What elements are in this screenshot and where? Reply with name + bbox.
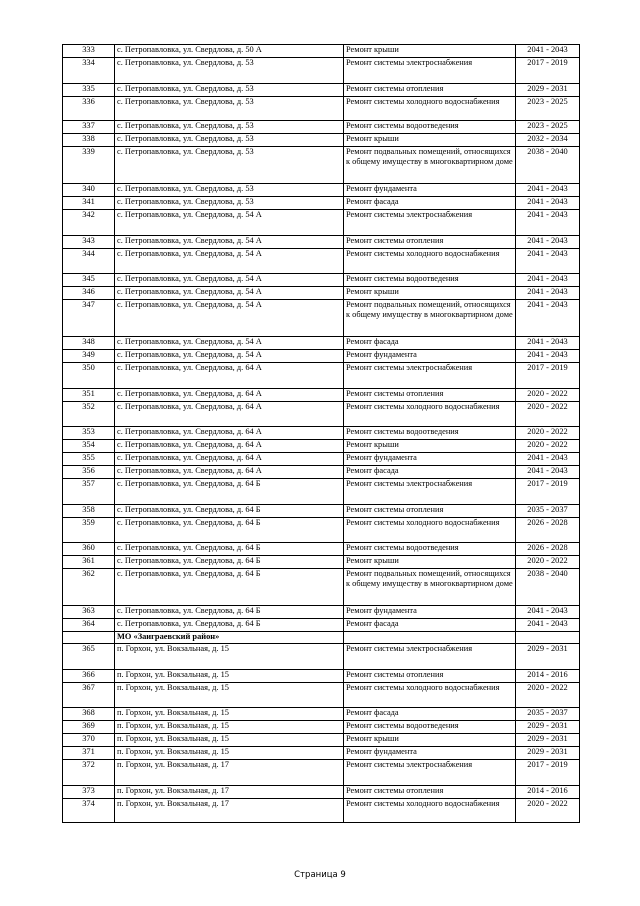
address-cell: с. Петропавловка, ул. Свердлова, д. 54 А [115, 287, 344, 300]
district-row [63, 632, 580, 644]
work-type-cell: Ремонт системы водоотведения [344, 543, 516, 556]
address-cell: с. Петропавловка, ул. Свердлова, д. 64 А [115, 402, 344, 427]
address-cell: с. Петропавловка, ул. Свердлова, д. 64 А [115, 427, 344, 440]
table-row [63, 337, 580, 350]
row-number: 346 [63, 287, 115, 300]
address-cell: п. Горхон, ул. Вокзальная, д. 17 [115, 786, 344, 799]
table-row [63, 786, 580, 799]
period-cell: 2023 - 2025 [516, 121, 580, 134]
period-cell: 2041 - 2043 [516, 210, 580, 236]
work-type-cell: Ремонт системы электроснабжения [344, 644, 516, 670]
work-type-cell: Ремонт системы электроснабжения [344, 363, 516, 389]
address-cell: с. Петропавловка, ул. Свердлова, д. 64 А [115, 389, 344, 402]
work-type-cell: Ремонт фасада [344, 197, 516, 210]
table-row [63, 721, 580, 734]
address-cell: с. Петропавловка, ул. Свердлова, д. 54 А [115, 274, 344, 287]
table-row [63, 440, 580, 453]
table-row [63, 670, 580, 683]
row-number: 370 [63, 734, 115, 747]
row-number: 340 [63, 184, 115, 197]
address-cell: с. Петропавловка, ул. Свердлова, д. 64 Б [115, 518, 344, 543]
work-type-cell: Ремонт фасада [344, 619, 516, 632]
address-cell: п. Горхон, ул. Вокзальная, д. 15 [115, 708, 344, 721]
work-type-cell: Ремонт системы водоотведения [344, 274, 516, 287]
address-cell: с. Петропавловка, ул. Свердлова, д. 64 Б [115, 505, 344, 518]
period-cell: 2029 - 2031 [516, 84, 580, 97]
table-row [63, 747, 580, 760]
work-type-cell: Ремонт фундамента [344, 350, 516, 363]
work-type-cell: Ремонт фасада [344, 337, 516, 350]
work-type-cell: Ремонт системы водоотведения [344, 721, 516, 734]
period-cell: 2029 - 2031 [516, 734, 580, 747]
address-cell: с. Петропавловка, ул. Свердлова, д. 64 Б [115, 479, 344, 505]
period-cell: 2014 - 2016 [516, 786, 580, 799]
period-cell: 2041 - 2043 [516, 45, 580, 58]
address-cell: с. Петропавловка, ул. Свердлова, д. 64 А [115, 363, 344, 389]
row-number: 334 [63, 58, 115, 84]
period-cell: 2020 - 2022 [516, 799, 580, 823]
period-cell: 2041 - 2043 [516, 466, 580, 479]
work-type-cell: Ремонт крыши [344, 45, 516, 58]
row-number: 352 [63, 402, 115, 427]
table-row [63, 734, 580, 747]
period-cell: 2041 - 2043 [516, 184, 580, 197]
work-type-cell: Ремонт системы отопления [344, 84, 516, 97]
table-row [63, 350, 580, 363]
period-cell: 2020 - 2022 [516, 402, 580, 427]
address-cell: с. Петропавловка, ул. Свердлова, д. 53 [115, 97, 344, 121]
district-name: МО «Заиграевский район» [115, 632, 344, 644]
row-number: 374 [63, 799, 115, 823]
period-cell: 2020 - 2022 [516, 440, 580, 453]
district-period-cell [516, 632, 580, 644]
address-cell: п. Горхон, ул. Вокзальная, д. 15 [115, 734, 344, 747]
address-cell: п. Горхон, ул. Вокзальная, д. 15 [115, 683, 344, 708]
work-type-cell: Ремонт фундамента [344, 184, 516, 197]
period-cell: 2029 - 2031 [516, 747, 580, 760]
address-cell: с. Петропавловка, ул. Свердлова, д. 64 Б [115, 543, 344, 556]
period-cell: 2029 - 2031 [516, 644, 580, 670]
table-row [63, 210, 580, 236]
row-number: 364 [63, 619, 115, 632]
address-cell: с. Петропавловка, ул. Свердлова, д. 54 А [115, 210, 344, 236]
work-type-cell: Ремонт фундамента [344, 606, 516, 619]
row-number: 339 [63, 147, 115, 184]
row-number: 345 [63, 274, 115, 287]
period-cell: 2041 - 2043 [516, 337, 580, 350]
district-work-cell [344, 632, 516, 644]
table-row [63, 427, 580, 440]
work-type-cell: Ремонт системы отопления [344, 786, 516, 799]
period-cell: 2032 - 2034 [516, 134, 580, 147]
period-cell: 2041 - 2043 [516, 300, 580, 337]
period-cell: 2020 - 2022 [516, 556, 580, 569]
address-cell: с. Петропавловка, ул. Свердлова, д. 53 [115, 121, 344, 134]
work-type-cell: Ремонт системы водоотведения [344, 121, 516, 134]
row-number: 356 [63, 466, 115, 479]
period-cell: 2020 - 2022 [516, 389, 580, 402]
row-number: 362 [63, 569, 115, 606]
table-row [63, 84, 580, 97]
table-row [63, 569, 580, 606]
work-type-cell: Ремонт системы отопления [344, 670, 516, 683]
table-row [63, 453, 580, 466]
row-number: 373 [63, 786, 115, 799]
period-cell: 2020 - 2022 [516, 683, 580, 708]
row-number: 343 [63, 236, 115, 249]
table-row [63, 363, 580, 389]
period-cell: 2041 - 2043 [516, 350, 580, 363]
row-number: 361 [63, 556, 115, 569]
table-row [63, 543, 580, 556]
row-number: 363 [63, 606, 115, 619]
period-cell: 2029 - 2031 [516, 721, 580, 734]
row-number: 372 [63, 760, 115, 786]
period-cell: 2041 - 2043 [516, 274, 580, 287]
row-number: 367 [63, 683, 115, 708]
row-number: 358 [63, 505, 115, 518]
work-type-cell: Ремонт фундамента [344, 453, 516, 466]
row-number: 359 [63, 518, 115, 543]
address-cell: с. Петропавловка, ул. Свердлова, д. 64 А [115, 466, 344, 479]
address-cell: п. Горхон, ул. Вокзальная, д. 17 [115, 760, 344, 786]
work-type-cell: Ремонт системы холодного водоснабжения [344, 97, 516, 121]
work-type-cell: Ремонт системы холодного водоснабжения [344, 683, 516, 708]
period-cell: 2017 - 2019 [516, 479, 580, 505]
address-cell: с. Петропавловка, ул. Свердлова, д. 53 [115, 84, 344, 97]
table-row [63, 300, 580, 337]
row-number: 338 [63, 134, 115, 147]
period-cell: 2041 - 2043 [516, 236, 580, 249]
row-number: 371 [63, 747, 115, 760]
work-type-cell: Ремонт подвальных помещений, относящихся к общему имуществу в многоквартирном доме [344, 147, 516, 184]
row-number: 344 [63, 249, 115, 274]
work-type-cell: Ремонт системы электроснабжения [344, 479, 516, 505]
table-row [63, 606, 580, 619]
row-number: 365 [63, 644, 115, 670]
table-row [63, 644, 580, 670]
row-number: 368 [63, 708, 115, 721]
period-cell: 2023 - 2025 [516, 97, 580, 121]
work-type-cell: Ремонт системы электроснабжения [344, 58, 516, 84]
row-number: 354 [63, 440, 115, 453]
table-row [63, 147, 580, 184]
table-row [63, 134, 580, 147]
row-number: 349 [63, 350, 115, 363]
table-row [63, 58, 580, 84]
address-cell: п. Горхон, ул. Вокзальная, д. 15 [115, 670, 344, 683]
table-row [63, 389, 580, 402]
table-row [63, 197, 580, 210]
work-type-cell: Ремонт крыши [344, 287, 516, 300]
table-row [63, 274, 580, 287]
period-cell: 2038 - 2040 [516, 569, 580, 606]
period-cell: 2041 - 2043 [516, 606, 580, 619]
period-cell: 2026 - 2028 [516, 543, 580, 556]
address-cell: с. Петропавловка, ул. Свердлова, д. 54 А [115, 337, 344, 350]
address-cell: с. Петропавловка, ул. Свердлова, д. 64 А [115, 453, 344, 466]
work-type-cell: Ремонт системы холодного водоснабжения [344, 799, 516, 823]
work-type-cell: Ремонт системы отопления [344, 236, 516, 249]
period-cell: 2014 - 2016 [516, 670, 580, 683]
address-cell: п. Горхон, ул. Вокзальная, д. 15 [115, 721, 344, 734]
table-row [63, 236, 580, 249]
period-cell: 2041 - 2043 [516, 287, 580, 300]
work-type-cell: Ремонт системы отопления [344, 505, 516, 518]
row-number: 342 [63, 210, 115, 236]
work-type-cell: Ремонт подвальных помещений, относящихся к общему имуществу в многоквартирном доме [344, 300, 516, 337]
work-type-cell: Ремонт системы электроснабжения [344, 210, 516, 236]
address-cell: с. Петропавловка, ул. Свердлова, д. 50 А [115, 45, 344, 58]
work-type-cell: Ремонт крыши [344, 556, 516, 569]
period-cell: 2041 - 2043 [516, 453, 580, 466]
work-type-cell: Ремонт системы холодного водоснабжения [344, 518, 516, 543]
row-number: 357 [63, 479, 115, 505]
table-row [63, 402, 580, 427]
period-cell: 2026 - 2028 [516, 518, 580, 543]
table-row [63, 121, 580, 134]
period-cell: 2035 - 2037 [516, 505, 580, 518]
period-cell: 2041 - 2043 [516, 249, 580, 274]
address-cell: п. Горхон, ул. Вокзальная, д. 17 [115, 799, 344, 823]
address-cell: с. Петропавловка, ул. Свердлова, д. 53 [115, 147, 344, 184]
table-row [63, 619, 580, 632]
table-row [63, 97, 580, 121]
address-cell: п. Горхон, ул. Вокзальная, д. 15 [115, 644, 344, 670]
row-number: 366 [63, 670, 115, 683]
table-row [63, 466, 580, 479]
row-number: 369 [63, 721, 115, 734]
address-cell: с. Петропавловка, ул. Свердлова, д. 54 А [115, 249, 344, 274]
works-table [62, 44, 580, 823]
row-number: 351 [63, 389, 115, 402]
row-number: 336 [63, 97, 115, 121]
row-number: 335 [63, 84, 115, 97]
work-type-cell: Ремонт фасада [344, 708, 516, 721]
table-row [63, 249, 580, 274]
row-number: 348 [63, 337, 115, 350]
period-cell: 2038 - 2040 [516, 147, 580, 184]
row-number: 341 [63, 197, 115, 210]
address-cell: с. Петропавловка, ул. Свердлова, д. 64 Б [115, 569, 344, 606]
work-type-cell: Ремонт крыши [344, 440, 516, 453]
address-cell: с. Петропавловка, ул. Свердлова, д. 64 Б [115, 619, 344, 632]
row-number: 350 [63, 363, 115, 389]
table-row [63, 479, 580, 505]
work-type-cell: Ремонт системы отопления [344, 389, 516, 402]
address-cell: с. Петропавловка, ул. Свердлова, д. 53 [115, 184, 344, 197]
work-type-cell: Ремонт системы холодного водоснабжения [344, 249, 516, 274]
table-row [63, 45, 580, 58]
row-number: 337 [63, 121, 115, 134]
table-row [63, 505, 580, 518]
address-cell: с. Петропавловка, ул. Свердлова, д. 64 Б [115, 556, 344, 569]
address-cell: с. Петропавловка, ул. Свердлова, д. 54 А [115, 300, 344, 337]
period-cell: 2017 - 2019 [516, 58, 580, 84]
address-cell: с. Петропавловка, ул. Свердлова, д. 53 [115, 197, 344, 210]
period-cell: 2041 - 2043 [516, 197, 580, 210]
table-row [63, 708, 580, 721]
row-number: 333 [63, 45, 115, 58]
address-cell: с. Петропавловка, ул. Свердлова, д. 54 А [115, 350, 344, 363]
period-cell: 2017 - 2019 [516, 760, 580, 786]
work-type-cell: Ремонт системы водоотведения [344, 427, 516, 440]
table-row [63, 799, 580, 823]
table-row [63, 287, 580, 300]
address-cell: п. Горхон, ул. Вокзальная, д. 15 [115, 747, 344, 760]
work-type-cell: Ремонт крыши [344, 134, 516, 147]
period-cell: 2017 - 2019 [516, 363, 580, 389]
address-cell: с. Петропавловка, ул. Свердлова, д. 54 А [115, 236, 344, 249]
work-type-cell: Ремонт фундамента [344, 747, 516, 760]
work-type-cell: Ремонт системы электроснабжения [344, 760, 516, 786]
period-cell: 2041 - 2043 [516, 619, 580, 632]
address-cell: с. Петропавловка, ул. Свердлова, д. 64 А [115, 440, 344, 453]
row-number: 347 [63, 300, 115, 337]
address-cell: с. Петропавловка, ул. Свердлова, д. 53 [115, 134, 344, 147]
table-row [63, 518, 580, 543]
row-number: 353 [63, 427, 115, 440]
page-number: Страница 9 [294, 870, 346, 880]
row-number: 360 [63, 543, 115, 556]
work-type-cell: Ремонт подвальных помещений, относящихся к общему имуществу в многоквартирном доме [344, 569, 516, 606]
period-cell: 2020 - 2022 [516, 427, 580, 440]
table-row [63, 184, 580, 197]
address-cell: с. Петропавловка, ул. Свердлова, д. 53 [115, 58, 344, 84]
address-cell: с. Петропавловка, ул. Свердлова, д. 64 Б [115, 606, 344, 619]
period-cell: 2035 - 2037 [516, 708, 580, 721]
table-row [63, 683, 580, 708]
work-type-cell: Ремонт системы холодного водоснабжения [344, 402, 516, 427]
table-row [63, 556, 580, 569]
works-table-body [63, 45, 580, 823]
district-number-cell [63, 632, 115, 644]
row-number: 355 [63, 453, 115, 466]
work-type-cell: Ремонт крыши [344, 734, 516, 747]
work-type-cell: Ремонт фасада [344, 466, 516, 479]
table-row [63, 760, 580, 786]
